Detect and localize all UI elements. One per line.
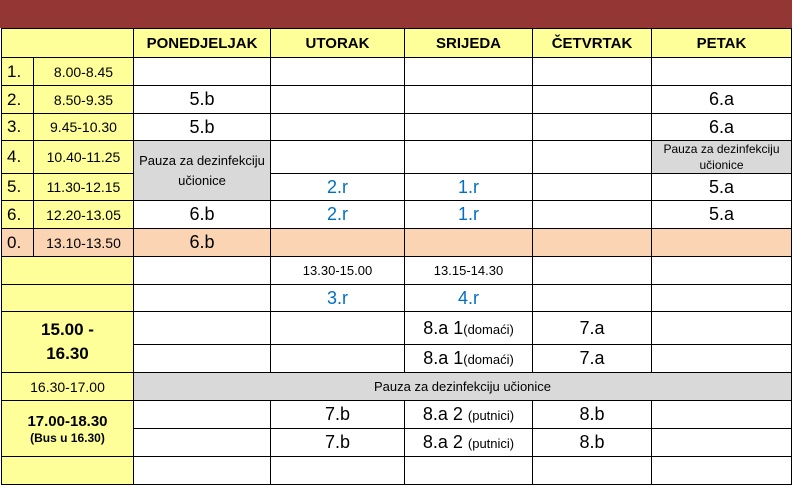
table-row [2,229,792,257]
period-time: 12.20-13.05 [34,201,134,229]
header-row [2,29,792,58]
cell [533,86,652,114]
cell [533,114,652,141]
cell [271,141,405,174]
header-day-friday: PETAK [652,29,792,58]
cell-time-wednesday: 13.15-14.30 [405,257,533,285]
period-number: 2. [2,86,34,114]
cell-class: 1.r [405,174,533,201]
cell [271,457,405,485]
period-number: 3. [2,114,34,141]
cell [533,58,652,86]
cell-class: 4.r [405,285,533,312]
cell-pause-friday: Pauza za dezinfekciju učionice [652,141,792,174]
cell [2,257,134,285]
cell [652,312,792,345]
break-time: 16.30-17.00 [2,373,134,401]
cell [405,229,533,257]
cell-class: 1.r [405,201,533,229]
cell-class: 3.r [271,285,405,312]
cell [652,58,792,86]
block-1500-line1: 15.00 - [41,320,94,339]
cell-pause-monday: Pauza za dezinfekciju učionice [134,141,271,201]
period-time: 13.10-13.50 [34,229,134,257]
cell-class: 5.a [652,201,792,229]
period-number: 5. [2,174,34,201]
table-row [2,373,792,401]
cell [652,229,792,257]
cell [134,457,271,485]
period-number: 1. [2,58,34,86]
cell-class: 7.b [271,429,405,457]
cell-class: 8.b [533,429,652,457]
cell-class: 7.a [533,312,652,345]
cell [134,58,271,86]
period-number: 4. [2,141,34,174]
cell-class: 8.b [533,401,652,429]
cell [405,141,533,174]
table-row [2,58,792,86]
cell [134,285,271,312]
cell-class: 8.a 2 (putnici) [405,401,533,429]
cell-class: 8.a 1(domaći) [405,312,533,345]
cell [271,312,405,345]
cell [652,401,792,429]
cell [533,285,652,312]
period-time: 8.00-8.45 [34,58,134,86]
schedule-table [1,28,792,485]
cell [533,174,652,201]
cell [652,285,792,312]
period-time: 8.50-9.35 [34,86,134,114]
cell [405,86,533,114]
cell [533,141,652,174]
cell [652,257,792,285]
period-number: 0. [2,229,34,257]
cell [652,429,792,457]
block-1700-label [2,401,134,457]
cell [134,401,271,429]
cell-class: 2.r [271,201,405,229]
table-row [2,457,792,485]
block-1700-line1: 17.00-18.30 [27,413,108,430]
cell-class: 6.a [652,86,792,114]
table-row [2,401,792,429]
cell [405,58,533,86]
cell-class: 5.a [652,174,792,201]
cell [134,312,271,345]
cell [533,457,652,485]
cell-class: 6.b [134,229,271,257]
header-day-thursday: ČETVRTAK [533,29,652,58]
cell [271,58,405,86]
table-row [2,174,792,201]
table-row [2,285,792,312]
period-time: 11.30-12.15 [34,174,134,201]
cell [533,257,652,285]
header-day-wednesday: SRIJEDA [405,29,533,58]
cell [134,429,271,457]
cell [271,345,405,373]
cell [134,257,271,285]
cell [271,229,405,257]
cell [134,345,271,373]
block-1700-line2: (Bus u 16.30) [30,431,105,445]
cell-class: 6.a [652,114,792,141]
header-corner [2,29,134,58]
period-number: 6. [2,201,34,229]
cell [405,114,533,141]
header-day-monday: PONEDJELJAK [134,29,271,58]
header-day-tuesday: UTORAK [271,29,405,58]
period-time: 10.40-11.25 [34,141,134,174]
break-pause: Pauza za dezinfekciju učionice [134,373,792,401]
block-1500-label [2,312,134,373]
cell-class: 2.r [271,174,405,201]
cell [271,86,405,114]
cell-class: 7.a [533,345,652,373]
cell [2,285,134,312]
cell [2,457,134,485]
period-time: 9.45-10.30 [34,114,134,141]
title-bar [0,0,792,28]
cell [652,345,792,373]
cell-class: 8.a 1(domaći) [405,345,533,373]
cell [533,229,652,257]
cell [405,457,533,485]
block-1500-line2: 16.30 [46,344,89,363]
table-row [2,201,792,229]
cell-class: 5.b [134,114,271,141]
table-row [2,114,792,141]
cell-class: 8.a 2 (putnici) [405,429,533,457]
cell [533,201,652,229]
table-row [2,257,792,285]
cell [652,457,792,485]
cell-class: 7.b [271,401,405,429]
table-row [2,86,792,114]
cell-time-tuesday: 13.30-15.00 [271,257,405,285]
cell-class: 6.b [134,201,271,229]
table-row [2,141,792,174]
cell [271,114,405,141]
table-row [2,312,792,345]
cell-class: 5.b [134,86,271,114]
